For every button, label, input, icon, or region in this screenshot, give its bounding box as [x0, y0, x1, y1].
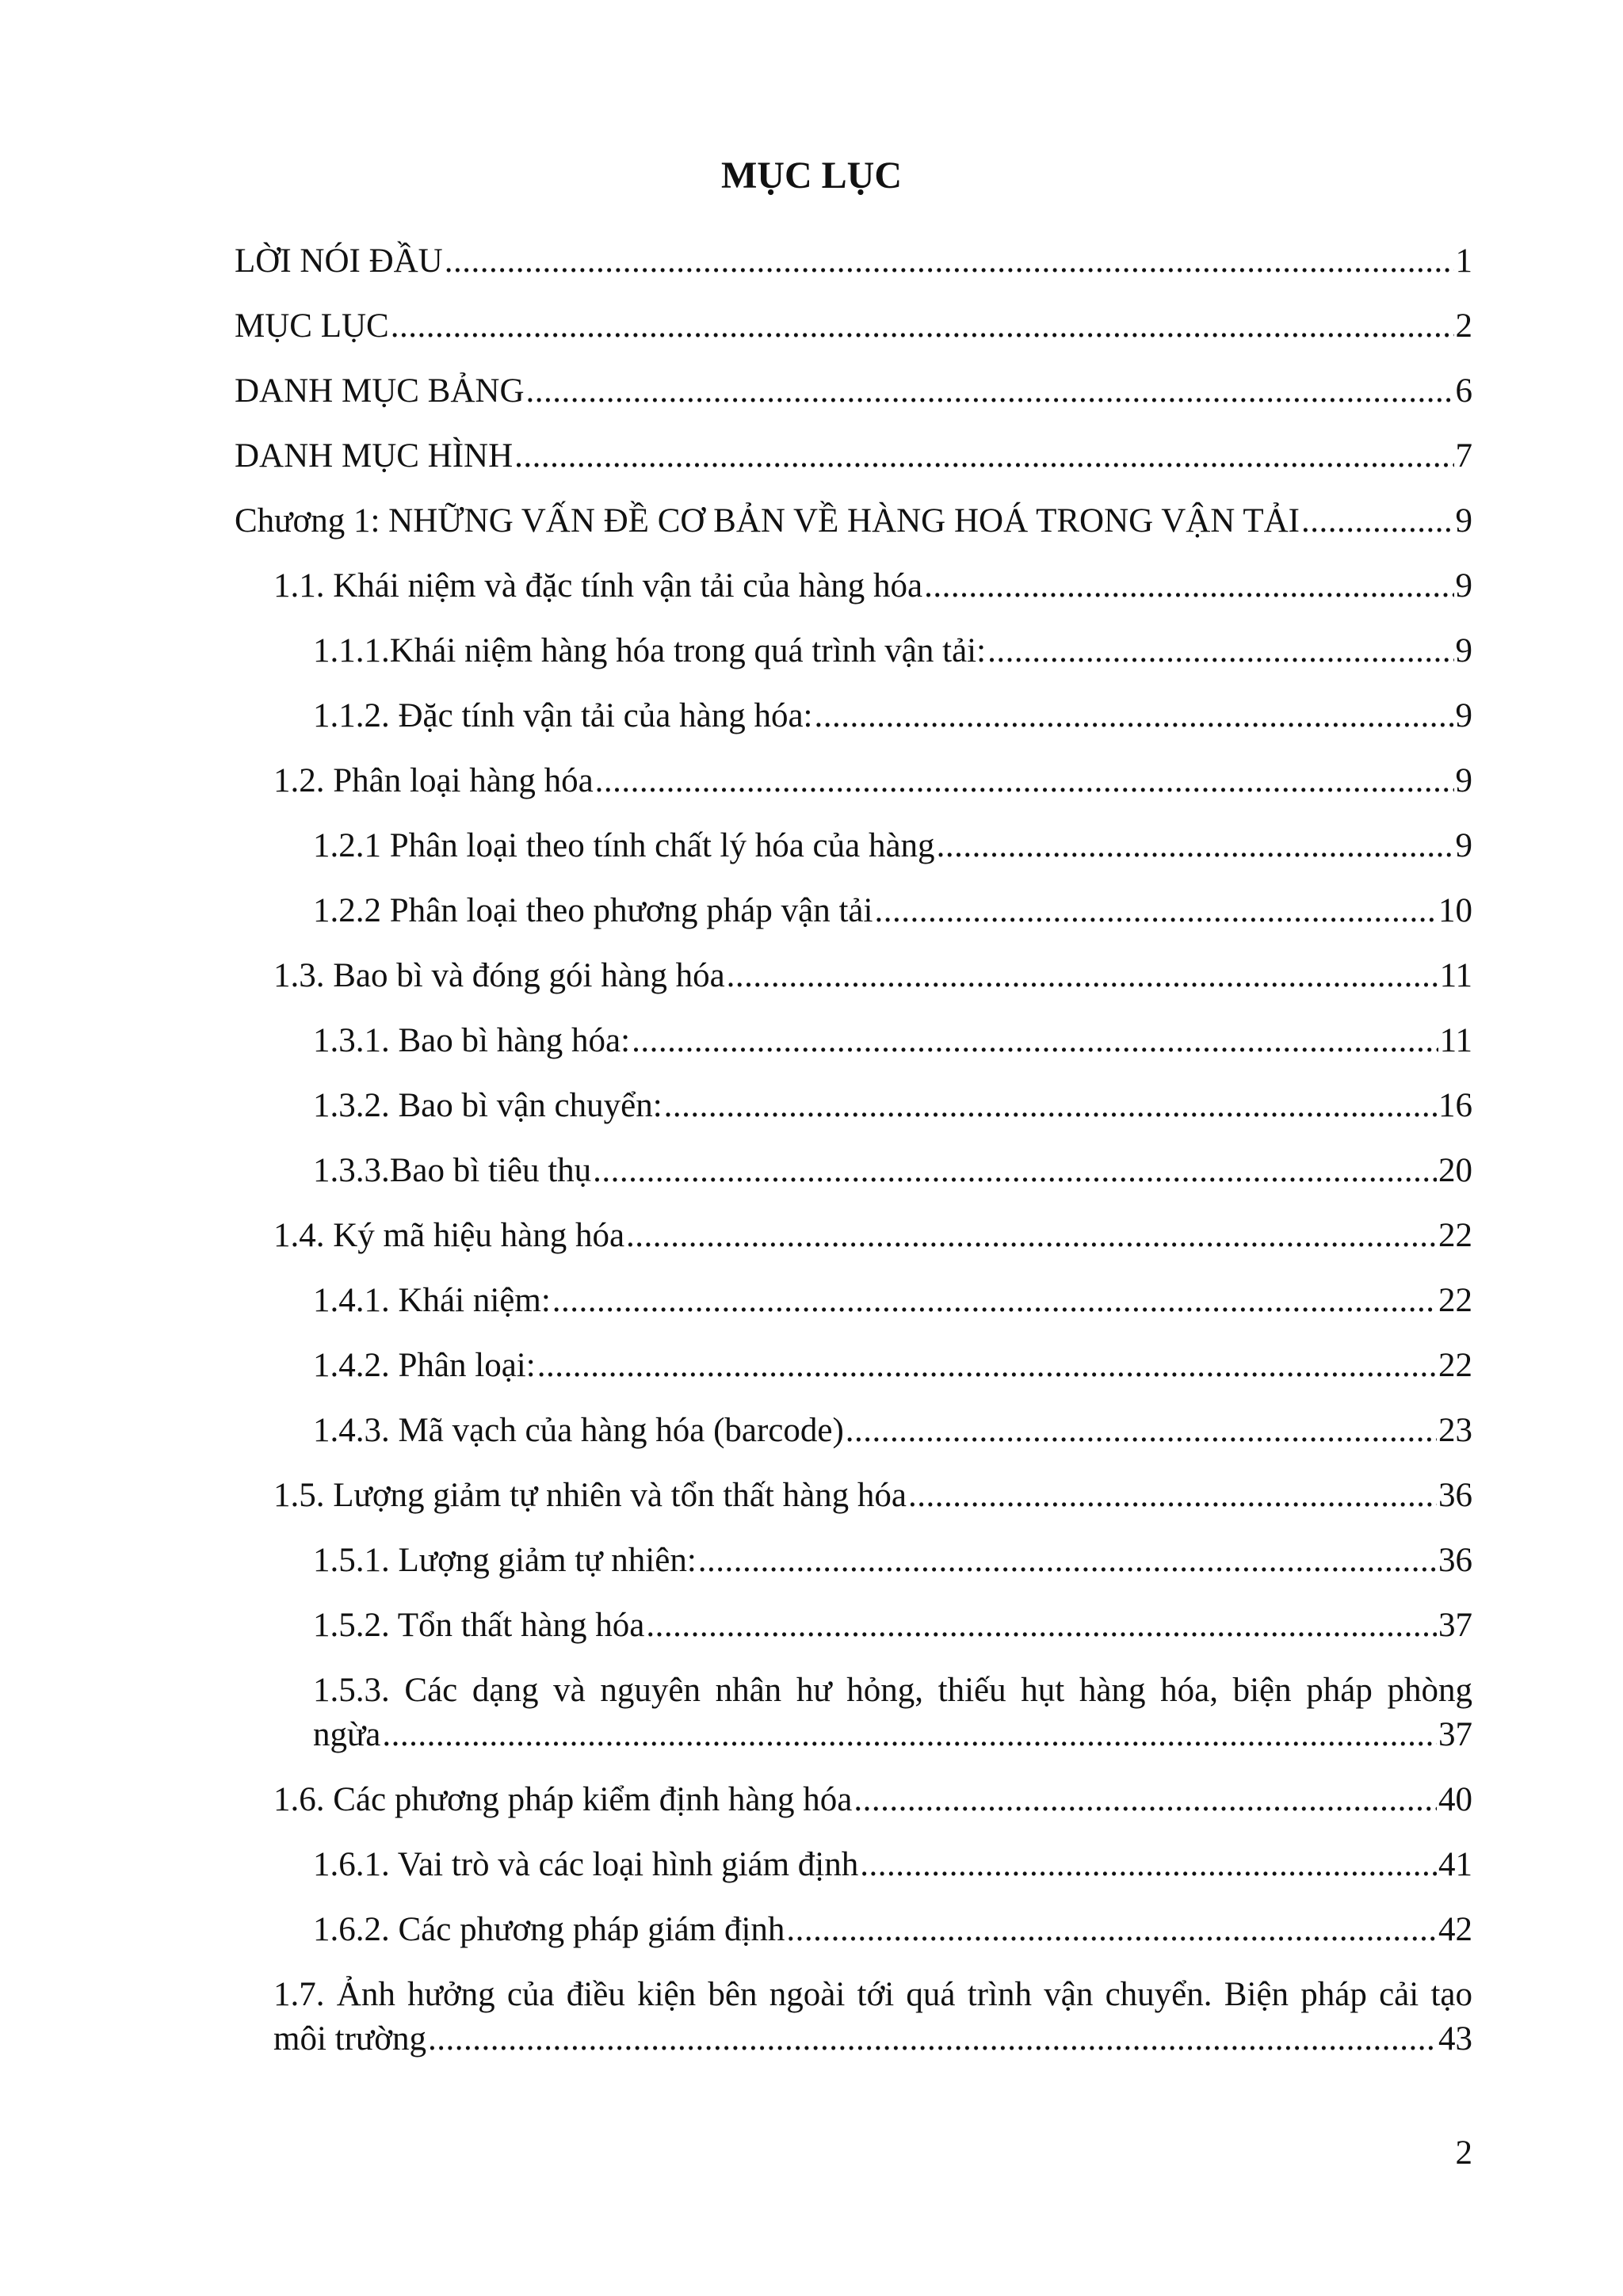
toc-entry-page: 22 [1438, 1282, 1472, 1319]
dot-leader [698, 1539, 1437, 1583]
toc-entry-title-line1: 1.7. Ảnh hưởng của điều kiện bên ngoài tới quá trình vận chuyển. Biện pháp cải tạo [273, 1976, 1472, 2013]
toc-entry-title: DANH MỤC HÌNH [235, 437, 514, 475]
dot-leader [428, 2017, 1437, 2061]
toc-entry-page: 1 [1455, 242, 1472, 280]
toc-entry-section[interactable] [273, 1778, 1472, 1822]
toc-entry-subsection[interactable] [313, 629, 1472, 673]
toc-entry-page: 36 [1438, 1477, 1472, 1514]
toc-entry-page: 11 [1439, 957, 1472, 994]
toc-entry-subsection[interactable] [313, 1409, 1472, 1453]
toc-entry-title: Chương 1: NHỮNG VẤN ĐỀ CƠ BẢN VỀ HÀNG HOÁ TRONG VẬN TẢI [235, 502, 1300, 540]
toc-entry-title-line2: ngừa [313, 1716, 381, 1753]
dot-leader [632, 1019, 1438, 1063]
toc-entry-section[interactable] [273, 954, 1472, 998]
toc-entry-page: 6 [1455, 372, 1472, 410]
toc-entry-title: 1.4.2. Phân loại: [313, 1347, 536, 1384]
toc-entry-title: 1.3. Bao bì và đóng gói hàng hóa [273, 957, 725, 994]
dot-leader [382, 1713, 1437, 1757]
dot-leader [595, 759, 1454, 803]
toc-entry-title: 1.2.1 Phân loại theo tính chất lý hóa của hàng [313, 827, 935, 864]
toc-entry-title: 1.4.1. Khái niệm: [313, 1282, 551, 1319]
dot-leader [874, 889, 1437, 933]
toc-entry-title: 1.3.2. Bao bì vận chuyển: [313, 1087, 663, 1124]
dot-leader [846, 1409, 1437, 1453]
toc-entry-subsection[interactable] [313, 1084, 1472, 1128]
toc-entry-title: 1.5.1. Lượng giảm tự nhiên: [313, 1542, 697, 1579]
dot-leader [593, 1149, 1437, 1193]
dot-leader [987, 629, 1453, 673]
dot-leader [445, 239, 1454, 284]
toc-entry-page: 43 [1438, 2020, 1472, 2058]
toc-entry-page: 42 [1438, 1911, 1472, 1948]
toc-entry-subsection[interactable] [313, 1908, 1472, 1952]
toc-entry-section[interactable] [273, 1474, 1472, 1518]
toc-entry-continuation [273, 2017, 1472, 2061]
toc-entry-subsection[interactable] [313, 889, 1472, 933]
dot-leader [860, 1843, 1437, 1887]
toc-entry-title: 1.5. Lượng giảm tự nhiên và tổn thất hàng hóa [273, 1477, 907, 1514]
page-number: 2 [1455, 2134, 1472, 2172]
dot-leader [786, 1908, 1437, 1952]
toc-entry-page: 41 [1438, 1846, 1472, 1883]
toc-entry-title: LỜI NÓI ĐẦU [235, 242, 443, 280]
toc-entry-title: 1.4. Ký mã hiệu hàng hóa [273, 1217, 625, 1254]
toc-entry-title: DANH MỤC BẢNG [235, 372, 525, 410]
toc-entry-title: 1.1.2. Đặc tính vận tải của hàng hóa: [313, 697, 813, 734]
toc-entry-page: 22 [1438, 1347, 1472, 1384]
toc-entry-title: 1.6.2. Các phương pháp giám định [313, 1911, 785, 1948]
toc-entry-subsection[interactable] [313, 824, 1472, 868]
toc-entry-page: 11 [1439, 1022, 1472, 1059]
toc-entry-section[interactable] [273, 1214, 1472, 1258]
dot-leader [537, 1344, 1437, 1388]
dot-leader [626, 1214, 1437, 1258]
page-title: MỤC LỤC [721, 154, 902, 196]
toc-entry-title-line1: 1.5.3. Các dạng và nguyên nhân hư hỏng, thiếu hụt hàng hóa, biện pháp phòng [313, 1672, 1472, 1709]
toc-entry-title: 1.5.2. Tổn thất hàng hóa [313, 1607, 645, 1644]
toc-entry-page: 9 [1455, 697, 1472, 734]
dot-leader [814, 694, 1453, 738]
toc-entry-subsection[interactable] [313, 694, 1472, 738]
toc-entry-page: 16 [1438, 1087, 1472, 1124]
toc-entry-subsection[interactable] [313, 1279, 1472, 1323]
toc-entry-page: 9 [1455, 567, 1472, 605]
toc-entry-title-line2: môi trường [273, 2020, 426, 2058]
toc-entry-subsection[interactable] [313, 1019, 1472, 1063]
dot-leader [391, 304, 1454, 349]
toc-entry-title: 1.2.2 Phân loại theo phương pháp vận tải [313, 892, 873, 929]
toc-entry-title: 1.3.3.Bao bì tiêu thụ [313, 1152, 592, 1189]
toc-entry-title: MỤC LỤC [235, 307, 389, 345]
toc-entry-page: 23 [1438, 1412, 1472, 1449]
dot-leader [664, 1084, 1437, 1128]
dot-leader [937, 824, 1454, 868]
toc-entry-page: 9 [1455, 827, 1472, 864]
toc-entry-title: 1.3.1. Bao bì hàng hóa: [313, 1022, 631, 1059]
toc-entry-chapter[interactable] [235, 499, 1472, 543]
toc-entry-section[interactable] [273, 759, 1472, 803]
toc-entry-subsection[interactable] [313, 1843, 1472, 1887]
dot-leader [526, 369, 1454, 414]
toc-entry-subsection[interactable] [313, 1539, 1472, 1583]
toc-entry-page: 37 [1438, 1607, 1472, 1644]
toc-entry-page: 20 [1438, 1152, 1472, 1189]
toc-entry-title: 1.1. Khái niệm và đặc tính vận tải của hàng hóa [273, 567, 923, 605]
toc-entry-subsection[interactable] [313, 1604, 1472, 1648]
dot-leader [1301, 499, 1454, 543]
toc-entry-page: 9 [1455, 502, 1472, 540]
toc-entry-title: 1.4.3. Mã vạch của hàng hóa (barcode) [313, 1412, 844, 1449]
toc-entry-page: 7 [1455, 437, 1472, 475]
toc-entry-continuation [313, 1713, 1472, 1757]
toc-entry[interactable] [235, 239, 1472, 284]
toc-entry-subsection[interactable] [313, 1344, 1472, 1388]
toc-entry[interactable] [235, 369, 1472, 414]
toc-entry-page: 9 [1455, 632, 1472, 669]
toc-entry-page: 2 [1455, 307, 1472, 345]
dot-leader [924, 564, 1453, 608]
dot-leader [646, 1604, 1437, 1648]
dot-leader [552, 1279, 1437, 1323]
toc-entry-title: 1.1.1.Khái niệm hàng hóa trong quá trình vận tải: [313, 632, 987, 669]
dot-leader [908, 1474, 1437, 1518]
toc-entry-page: 22 [1438, 1217, 1472, 1254]
toc-entry-page: 37 [1438, 1716, 1472, 1753]
dot-leader [854, 1778, 1437, 1822]
toc-entry-title: 1.6.1. Vai trò và các loại hình giám định [313, 1846, 859, 1883]
dot-leader [727, 954, 1438, 998]
toc-entry-section[interactable] [273, 564, 1472, 608]
toc-entry-title: 1.6. Các phương pháp kiểm định hàng hóa [273, 1781, 853, 1818]
toc-entry-page: 40 [1438, 1781, 1472, 1818]
toc-entry[interactable] [235, 434, 1472, 479]
toc-entry-title: 1.2. Phân loại hàng hóa [273, 762, 594, 799]
toc-entry[interactable] [235, 304, 1472, 349]
toc-entry-page: 10 [1438, 892, 1472, 929]
toc-entry-page: 9 [1455, 762, 1472, 799]
toc-entry-subsection[interactable] [313, 1149, 1472, 1193]
toc-entry-page: 36 [1438, 1542, 1472, 1579]
dot-leader [514, 434, 1453, 479]
